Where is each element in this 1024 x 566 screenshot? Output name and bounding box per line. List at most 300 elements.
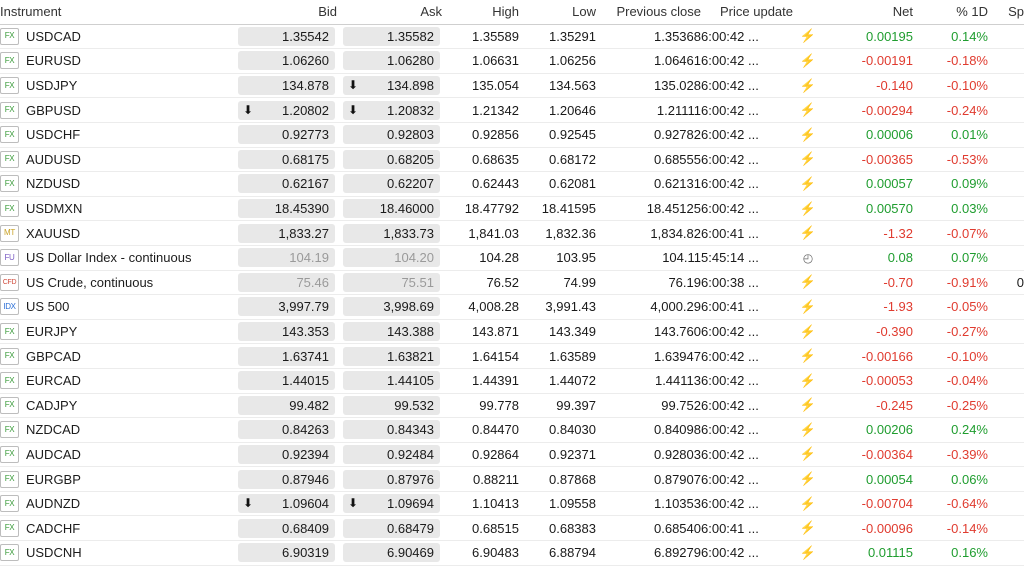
ask-cell[interactable] <box>337 270 442 295</box>
price-update-cell: 6:00:42 ... <box>701 176 759 192</box>
lightning-bolt-icon: ⚡ <box>799 28 817 44</box>
previous-close-cell: 143.760 <box>654 324 701 340</box>
instrument-name: US Crude, continuous <box>26 274 154 290</box>
bid-cell-value: 104.19 <box>238 248 335 267</box>
instrument-cell[interactable] <box>0 442 232 467</box>
asset-class-badge-icon: FX <box>0 52 19 69</box>
table-row[interactable] <box>0 196 1024 221</box>
ask-cell-value: 0.68479 <box>343 519 440 538</box>
ask-cell-value: ⬇ 134.898 <box>343 76 440 95</box>
column-header-bid[interactable]: Bid <box>232 0 337 24</box>
instrument-cell[interactable] <box>0 319 232 344</box>
net-cell: -0.00365 <box>861 151 913 167</box>
bid-cell-value: 1,833.27 <box>238 224 335 243</box>
clock-icon: ◴ <box>802 251 814 266</box>
bid-cell[interactable] <box>232 73 337 98</box>
ask-cell[interactable] <box>337 196 442 221</box>
bid-cell-value: 75.46 <box>238 273 335 292</box>
arrow-down-icon: ⬇ <box>348 496 359 511</box>
instrument-wrapper <box>0 397 232 414</box>
table-row[interactable] <box>0 270 1024 295</box>
table-row[interactable] <box>0 147 1024 172</box>
ask-cell[interactable] <box>337 319 442 344</box>
low-cell: 0.84030 <box>549 422 596 438</box>
table-row[interactable] <box>0 541 1024 566</box>
table-row[interactable] <box>0 442 1024 467</box>
table-row[interactable] <box>0 467 1024 492</box>
table-row[interactable] <box>0 516 1024 541</box>
net-cell: 0.00054 <box>866 471 913 487</box>
previous-close-cell: 1.10353 <box>654 496 701 512</box>
high-cell: 1.10413 <box>472 496 519 512</box>
price-update-cell: 6:00:42 ... <box>701 545 759 561</box>
instrument-wrapper <box>0 200 232 217</box>
previous-close-cell: 18.45125 <box>646 201 701 217</box>
bid-cell[interactable] <box>232 172 337 197</box>
bid-cell-value: 1.63741 <box>238 347 335 366</box>
bid-cell[interactable] <box>232 344 337 369</box>
status-cell <box>793 491 823 516</box>
bid-cell-value: 18.45390 <box>238 199 335 218</box>
column-header-ask[interactable]: Ask <box>337 0 442 24</box>
ask-cell[interactable] <box>337 147 442 172</box>
previous-close-cell: 0.92803 <box>654 446 701 462</box>
spread-cell <box>988 196 1024 221</box>
instrument-cell[interactable] <box>0 221 232 246</box>
lightning-bolt-icon: ⚡ <box>799 298 817 314</box>
bid-cell-value: 99.482 <box>238 396 335 415</box>
asset-class-badge-icon: FX <box>0 200 19 217</box>
ask-cell[interactable] <box>337 344 442 369</box>
low-cell: 99.397 <box>556 397 596 413</box>
table-row[interactable] <box>0 245 1024 270</box>
instrument-wrapper <box>0 544 232 561</box>
spread-cell <box>988 24 1024 49</box>
pct-1d-cell: -0.07% <box>946 225 988 241</box>
net-cell: -0.140 <box>876 78 913 94</box>
instrument-cell[interactable] <box>0 49 232 74</box>
bid-cell-value: 0.84263 <box>238 420 335 439</box>
high-cell: 0.92856 <box>472 127 519 143</box>
instrument-wrapper <box>0 372 232 389</box>
low-cell: 18.41595 <box>541 201 596 217</box>
price-update-cell: 6:00:42 ... <box>701 397 759 413</box>
previous-close-cell: 1.35368 <box>654 28 701 44</box>
pct-1d-cell: -0.27% <box>946 324 988 340</box>
ask-cell[interactable] <box>337 245 442 270</box>
asset-class-badge-icon: FX <box>0 520 19 537</box>
status-cell <box>793 344 823 369</box>
table-row[interactable] <box>0 172 1024 197</box>
previous-close-cell: 0.62131 <box>654 176 701 192</box>
status-cell <box>793 24 823 49</box>
spread-cell <box>988 49 1024 74</box>
price-update-cell: 6:00:42 ... <box>701 348 759 364</box>
column-header-high[interactable]: High <box>442 0 519 24</box>
bid-cell-value: 0.87946 <box>238 470 335 489</box>
previous-close-cell: 4,000.29 <box>650 299 701 315</box>
high-cell: 104.28 <box>479 250 519 266</box>
bid-cell[interactable] <box>232 270 337 295</box>
previous-close-cell: 1,834.82 <box>650 225 701 241</box>
bid-cell[interactable] <box>232 122 337 147</box>
table-body <box>0 24 1024 565</box>
low-cell: 0.62081 <box>549 176 596 192</box>
bid-cell[interactable] <box>232 393 337 418</box>
spread-cell <box>988 73 1024 98</box>
bid-cell[interactable] <box>232 541 337 566</box>
column-header-pct-1d[interactable]: % 1D <box>913 0 988 24</box>
ask-cell-value: 0.92484 <box>343 445 440 464</box>
previous-close-cell: 0.92782 <box>654 127 701 143</box>
instrument-name: EURJPY <box>26 324 78 340</box>
instrument-name: CADCHF <box>26 520 81 536</box>
ask-cell[interactable] <box>337 491 442 516</box>
bid-cell[interactable] <box>232 147 337 172</box>
pct-1d-cell: 0.09% <box>951 176 988 192</box>
high-cell: 143.871 <box>472 324 519 340</box>
price-update-cell: 6:00:42 ... <box>701 53 759 69</box>
ask-cell[interactable] <box>337 295 442 320</box>
table-row[interactable] <box>0 98 1024 123</box>
table-row[interactable] <box>0 319 1024 344</box>
low-cell: 3,991.43 <box>545 299 596 315</box>
net-cell: 0.00206 <box>866 422 913 438</box>
previous-close-cell: 1.44113 <box>654 373 701 389</box>
bid-cell-value: 0.68409 <box>238 519 335 538</box>
asset-class-badge-icon: FX <box>0 495 19 512</box>
price-update-cell: 6:00:42 ... <box>701 471 759 487</box>
status-cell <box>793 98 823 123</box>
ask-cell-value: 0.92803 <box>343 125 440 144</box>
bid-cell-value: 134.878 <box>238 76 335 95</box>
bid-cell-value: ⬇ 1.09604 <box>238 494 335 513</box>
price-update-cell: 6:00:42 ... <box>701 102 759 118</box>
instrument-cell[interactable] <box>0 516 232 541</box>
net-cell: -0.00166 <box>861 348 913 364</box>
asset-class-badge-icon: FX <box>0 471 19 488</box>
instrument-name: EURCAD <box>26 373 81 389</box>
ask-cell-value: 143.388 <box>343 322 440 341</box>
ask-cell[interactable] <box>337 418 442 443</box>
ask-cell[interactable] <box>337 24 442 49</box>
net-cell: -1.93 <box>883 299 913 315</box>
lightning-bolt-icon: ⚡ <box>799 495 817 511</box>
instrument-cell[interactable] <box>0 270 232 295</box>
lightning-bolt-icon: ⚡ <box>799 52 817 68</box>
instrument-cell[interactable] <box>0 98 232 123</box>
asset-class-badge-icon: IDX <box>0 298 19 315</box>
status-cell <box>793 418 823 443</box>
bid-cell[interactable] <box>232 196 337 221</box>
table-row[interactable] <box>0 122 1024 147</box>
table-row[interactable] <box>0 491 1024 516</box>
status-cell <box>793 221 823 246</box>
column-header-net[interactable]: Net <box>823 0 913 24</box>
bid-cell[interactable] <box>232 368 337 393</box>
spread-cell <box>988 467 1024 492</box>
low-cell: 1.09558 <box>549 496 596 512</box>
bid-cell[interactable] <box>232 319 337 344</box>
status-cell <box>793 541 823 566</box>
instrument-name: AUDUSD <box>26 151 81 167</box>
previous-close-cell: 0.68555 <box>654 151 701 167</box>
instrument-name: XAUUSD <box>26 225 81 241</box>
table-row[interactable] <box>0 49 1024 74</box>
ask-cell[interactable] <box>337 393 442 418</box>
bid-cell-value: 6.90319 <box>238 543 335 562</box>
asset-class-badge-icon: FX <box>0 175 19 192</box>
bid-cell[interactable] <box>232 221 337 246</box>
ask-cell[interactable] <box>337 368 442 393</box>
lightning-bolt-icon: ⚡ <box>799 274 817 290</box>
asset-class-badge-icon: FX <box>0 151 19 168</box>
instrument-name: US Dollar Index - continuous <box>26 250 192 266</box>
low-cell: 74.99 <box>563 274 596 290</box>
low-cell: 0.92371 <box>549 446 596 462</box>
table-row[interactable] <box>0 344 1024 369</box>
high-cell: 6.90483 <box>472 545 519 561</box>
high-cell: 0.62443 <box>472 176 519 192</box>
lightning-bolt-icon: ⚡ <box>799 544 817 560</box>
spread-cell <box>988 172 1024 197</box>
status-cell <box>793 196 823 221</box>
ask-cell-value: ⬇ 1.09694 <box>343 494 440 513</box>
status-cell <box>793 516 823 541</box>
instrument-wrapper <box>0 446 232 463</box>
ask-cell-value: 99.532 <box>343 396 440 415</box>
instrument-wrapper <box>0 520 232 537</box>
bid-cell[interactable] <box>232 491 337 516</box>
ask-cell[interactable] <box>337 221 442 246</box>
ask-cell[interactable] <box>337 73 442 98</box>
instrument-cell[interactable] <box>0 73 232 98</box>
ask-cell-value: 104.20 <box>343 248 440 267</box>
low-cell: 103.95 <box>556 250 596 266</box>
lightning-bolt-icon: ⚡ <box>799 175 817 191</box>
instrument-wrapper <box>0 225 232 242</box>
pct-1d-cell: -0.25% <box>946 397 988 413</box>
pct-1d-cell: -0.04% <box>946 373 988 389</box>
bid-cell-value: 3,997.79 <box>238 297 335 316</box>
status-cell <box>793 442 823 467</box>
low-cell: 0.92545 <box>549 127 596 143</box>
price-update-cell: 6:00:42 ... <box>701 201 759 217</box>
lightning-bolt-icon: ⚡ <box>799 126 817 142</box>
column-header-price-update[interactable]: Price update <box>701 0 793 24</box>
ask-cell-value: 75.51 <box>343 273 440 292</box>
asset-class-badge-icon: FX <box>0 126 19 143</box>
previous-close-cell: 1.63947 <box>654 348 701 364</box>
pct-1d-cell: -0.53% <box>946 151 988 167</box>
instrument-cell[interactable] <box>0 196 232 221</box>
ask-cell[interactable] <box>337 49 442 74</box>
bid-cell[interactable] <box>232 467 337 492</box>
status-cell <box>793 467 823 492</box>
ask-cell[interactable] <box>337 516 442 541</box>
arrow-down-icon: ⬇ <box>348 102 359 117</box>
ask-cell-value: 18.46000 <box>343 199 440 218</box>
low-cell: 0.68383 <box>549 520 596 536</box>
asset-class-badge-icon: FX <box>0 372 19 389</box>
ask-cell[interactable] <box>337 442 442 467</box>
instrument-wrapper <box>0 495 232 512</box>
column-header-instrument[interactable]: Instrument <box>0 0 232 24</box>
high-cell: 18.47792 <box>464 201 519 217</box>
bid-cell[interactable] <box>232 98 337 123</box>
table-row[interactable] <box>0 221 1024 246</box>
instrument-wrapper <box>0 175 232 192</box>
spread-cell <box>988 418 1024 443</box>
instrument-name: USDCHF <box>26 127 81 143</box>
price-update-cell: 6:00:42 ... <box>701 446 759 462</box>
bid-cell[interactable] <box>232 295 337 320</box>
ask-cell[interactable] <box>337 122 442 147</box>
arrow-down-icon: ⬇ <box>243 102 254 117</box>
table-row[interactable] <box>0 295 1024 320</box>
instrument-wrapper <box>0 298 232 315</box>
instrument-cell[interactable] <box>0 24 232 49</box>
status-cell <box>793 295 823 320</box>
instrument-cell[interactable] <box>0 147 232 172</box>
pct-1d-cell: -0.10% <box>946 78 988 94</box>
instrument-name: AUDCAD <box>26 446 81 462</box>
net-cell: 0.00006 <box>866 127 913 143</box>
instrument-cell[interactable] <box>0 467 232 492</box>
price-update-cell: 6:00:42 ... <box>701 151 759 167</box>
spread-cell <box>988 541 1024 566</box>
spread-cell <box>988 442 1024 467</box>
table-row[interactable] <box>0 418 1024 443</box>
bid-cell[interactable] <box>232 49 337 74</box>
instrument-name: USDMXN <box>26 201 83 217</box>
arrow-down-icon: ⬇ <box>348 78 359 93</box>
net-cell: -1.32 <box>883 225 913 241</box>
bid-cell[interactable] <box>232 245 337 270</box>
ask-cell-value: ⬇ 1.20832 <box>343 101 440 120</box>
low-cell: 1.63589 <box>549 348 596 364</box>
ask-cell-value: 1,833.73 <box>343 224 440 243</box>
bid-cell-value: 143.353 <box>238 322 335 341</box>
instrument-name: USDJPY <box>26 78 78 94</box>
price-update-cell: 6:00:42 ... <box>701 496 759 512</box>
previous-close-cell: 0.84098 <box>654 422 701 438</box>
pct-1d-cell: 0.07% <box>951 250 988 266</box>
column-header-spread[interactable]: Sp <box>988 0 1024 24</box>
header-row <box>0 0 1024 24</box>
instrument-name: US 500 <box>26 299 70 315</box>
pct-1d-cell: 0.06% <box>951 471 988 487</box>
pct-1d-cell: -0.14% <box>946 520 988 536</box>
low-cell: 1,832.36 <box>545 225 596 241</box>
net-cell: -0.245 <box>876 397 913 413</box>
bid-cell-value: ⬇ 1.20802 <box>238 101 335 120</box>
instrument-wrapper <box>0 323 232 340</box>
previous-close-cell: 1.06461 <box>654 53 701 69</box>
ask-cell[interactable] <box>337 541 442 566</box>
instrument-name: CADJPY <box>26 397 78 413</box>
status-cell <box>793 49 823 74</box>
instrument-cell[interactable] <box>0 393 232 418</box>
instrument-cell[interactable] <box>0 245 232 270</box>
high-cell: 0.68635 <box>472 151 519 167</box>
lightning-bolt-icon: ⚡ <box>799 102 817 118</box>
net-cell: 0.00195 <box>866 28 913 44</box>
low-cell: 1.06256 <box>549 53 596 69</box>
net-cell: -0.00704 <box>861 496 913 512</box>
pct-1d-cell: 0.03% <box>951 201 988 217</box>
bid-cell-value: 0.92394 <box>238 445 335 464</box>
ask-cell-value: 6.90469 <box>343 543 440 562</box>
column-header-previous-close[interactable]: Previous close <box>596 0 701 24</box>
status-cell <box>793 393 823 418</box>
low-cell: 1.44072 <box>549 373 596 389</box>
instrument-cell[interactable] <box>0 368 232 393</box>
ask-cell-value: 1.35582 <box>343 27 440 46</box>
high-cell: 4,008.28 <box>468 299 519 315</box>
instrument-cell[interactable] <box>0 344 232 369</box>
table-row[interactable] <box>0 73 1024 98</box>
asset-class-badge-icon: FX <box>0 102 19 119</box>
high-cell: 99.778 <box>479 397 519 413</box>
bid-cell[interactable] <box>232 442 337 467</box>
instrument-cell[interactable] <box>0 541 232 566</box>
column-header-status[interactable] <box>793 0 823 24</box>
spread-cell <box>988 147 1024 172</box>
spread-cell <box>988 516 1024 541</box>
instrument-cell[interactable] <box>0 122 232 147</box>
asset-class-badge-icon: FX <box>0 77 19 94</box>
spread-cell <box>988 295 1024 320</box>
instrument-wrapper <box>0 471 232 488</box>
lightning-bolt-icon: ⚡ <box>799 520 817 536</box>
instrument-name: USDCAD <box>26 28 81 44</box>
pct-1d-cell: 0.01% <box>951 127 988 143</box>
ask-cell-value: 1.63821 <box>343 347 440 366</box>
ask-cell[interactable] <box>337 98 442 123</box>
ask-cell[interactable] <box>337 467 442 492</box>
net-cell: -0.390 <box>876 324 913 340</box>
bid-cell[interactable] <box>232 24 337 49</box>
lightning-bolt-icon: ⚡ <box>799 471 817 487</box>
spread-cell <box>988 393 1024 418</box>
status-cell <box>793 245 823 270</box>
instrument-cell[interactable] <box>0 491 232 516</box>
asset-class-badge-icon: FX <box>0 397 19 414</box>
bid-cell-value: 1.44015 <box>238 371 335 390</box>
asset-class-badge-icon: FX <box>0 544 19 561</box>
table-row[interactable] <box>0 393 1024 418</box>
instrument-name: NZDUSD <box>26 176 81 192</box>
table-row[interactable] <box>0 24 1024 49</box>
instrument-wrapper <box>0 52 232 69</box>
status-cell <box>793 122 823 147</box>
status-cell <box>793 73 823 98</box>
high-cell: 0.68515 <box>472 520 519 536</box>
instrument-name: GBPCAD <box>26 348 81 364</box>
instrument-cell[interactable] <box>0 295 232 320</box>
column-header-low[interactable]: Low <box>519 0 596 24</box>
bid-cell[interactable] <box>232 516 337 541</box>
instrument-cell[interactable] <box>0 418 232 443</box>
table-row[interactable] <box>0 368 1024 393</box>
ask-cell[interactable] <box>337 172 442 197</box>
ask-cell-value: 0.84343 <box>343 420 440 439</box>
low-cell: 0.87868 <box>549 471 596 487</box>
bid-cell[interactable] <box>232 418 337 443</box>
instrument-cell[interactable] <box>0 172 232 197</box>
lightning-bolt-icon: ⚡ <box>799 421 817 437</box>
